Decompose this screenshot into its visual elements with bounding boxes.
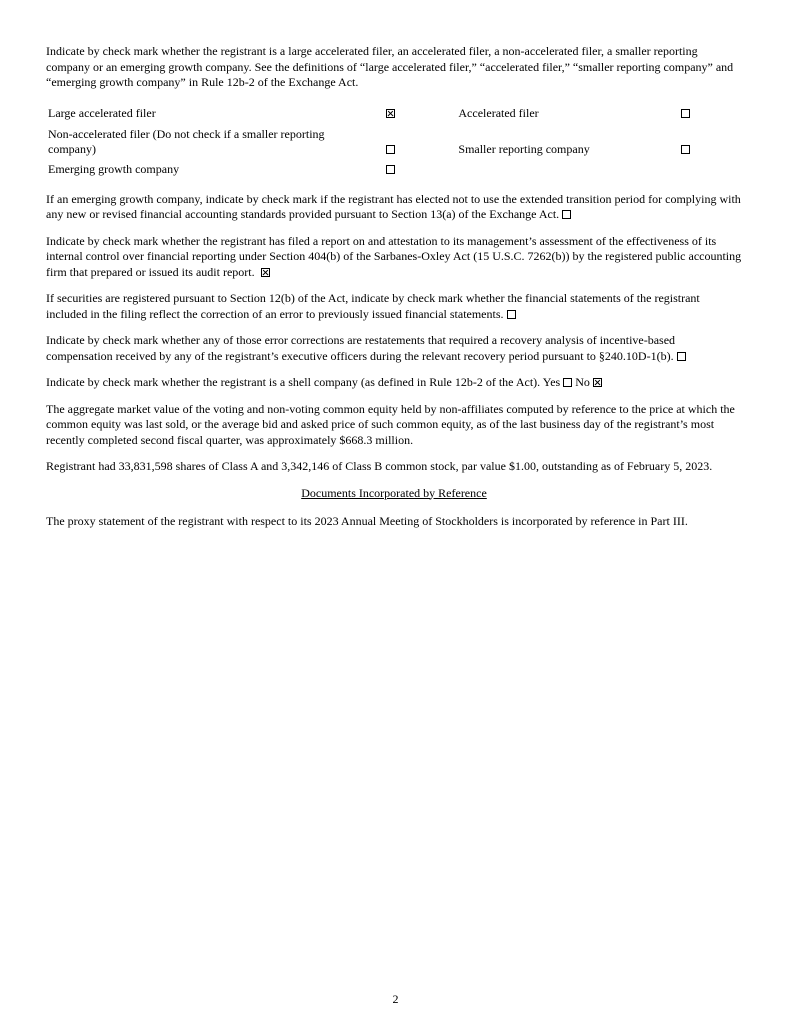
error-correction-checkbox[interactable] (507, 310, 516, 319)
emerging-growth-election: If an emerging growth company, indicate by check mark if the registrant has elected not to use the extended transition period for complying with any new or revised financial accounting standards provided pursuant to Section 13(a) of the Exchange Act. (46, 191, 741, 221)
emerging-growth-company-checkbox[interactable] (386, 165, 395, 174)
documents-heading: Documents Incorporated by Reference (301, 485, 487, 500)
internal-control-attestation: Indicate by check mark whether the registrant has filed a report on and attestation to its management’s assessment of the effectiveness of its internal control over financial reporting under Section 404(b) of the Sarbanes-Oxley Act (15 U.S.C. 7262(b)) by the registered public accounting firm that prepared or issued its audit report. (46, 233, 742, 279)
smaller-reporting-company-checkbox[interactable] (681, 145, 690, 154)
shares-outstanding: Registrant had 33,831,598 shares of Class A and 3,342,146 of Class B common stock, par value $1.00, outstanding as of February 5, 2023. (46, 459, 713, 473)
smaller-reporting-company-label: Smaller reporting company (458, 142, 590, 156)
shell-company: Indicate by check mark whether the registrant is a shell company (as defined in Rule 12b-2 of the Act). Yes No (46, 375, 742, 391)
filer-status-intro: Indicate by check mark whether the registrant is a large accelerated filer, an accelerated filer, a non-accelerated filer, a smaller reporting company or an emerging growth company. See the definitions of “large accelerated filer,” “accelerated filer,” “smaller reporting company” and “emerging growth company” in Rule 12b-2 of the Exchange Act. (46, 44, 734, 89)
large-accelerated-filer-label: Large accelerated filer (48, 106, 156, 120)
proxy-statement: The proxy statement of the registrant with respect to its 2023 Annual Meeting of Stockholders is incorporated by reference in Part III. (46, 514, 688, 528)
document-body (46, 44, 742, 541)
restatements: Indicate by check mark whether any of those error corrections are restatements that required a recovery analysis of incentive-based compensation received by any of the registrant’s executive officers during the relevant recovery period pursuant to §240.10D-1(b). (46, 333, 742, 364)
large-accelerated-filer-checkbox[interactable] (386, 109, 395, 118)
error-correction: If securities are registered pursuant to Section 12(b) of the Act, indicate by check mark whether the financial statements of the registrant included in the filing reflect the correction of an error to previously issued financial statements. (46, 291, 700, 321)
emerging-growth-company-label: Emerging growth company (48, 162, 180, 176)
page-number: 2 (392, 992, 399, 1006)
restatements-checkbox[interactable] (677, 352, 686, 361)
non-accelerated-filer-checkbox[interactable] (386, 145, 395, 154)
shell-yes-label: Yes (542, 375, 561, 389)
accelerated-filer-checkbox[interactable] (681, 109, 690, 118)
shell-no-label: No (575, 375, 590, 389)
emerging-growth-election-checkbox[interactable] (562, 210, 571, 219)
shell-no-checkbox[interactable] (593, 378, 602, 387)
market-value: The aggregate market value of the voting and non-voting common equity held by non-affiliates computed by reference to the price at which the common equity was last sold, or the average bid and asked price of such common equity, as of the last business day of the registrant’s most recently completed second fiscal quarter, was approximately $668.3 million. (46, 401, 735, 447)
non-accelerated-filer-label: Non-accelerated filer (Do not check if a smaller reporting company) (48, 126, 325, 156)
accelerated-filer-label: Accelerated filer (458, 106, 539, 120)
shell-yes-checkbox[interactable] (563, 378, 572, 387)
filer-status-table (48, 102, 698, 178)
internal-control-checkbox[interactable] (261, 268, 270, 277)
